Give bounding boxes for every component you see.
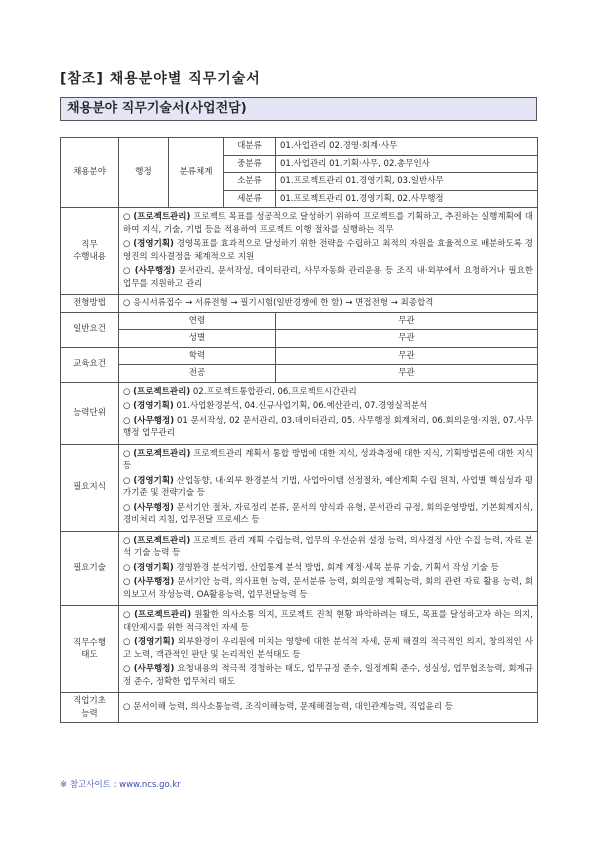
education-label: 교육요건 (61, 347, 119, 382)
list-item: ○ (프로젝트관리) 02.프로젝트통합관리, 06.프로젝트시간관리 (123, 386, 357, 397)
education-value: 무관 (276, 347, 538, 365)
reference-site: ※ 참고사이트 : www.ncs.go.kr (60, 780, 181, 790)
process-content: ○ 응시서류접수 → 서류전형 → 필기시험(일반경쟁에 한 함) → 면접전형 → 최종합격 (119, 295, 538, 313)
field-value: 행정 (119, 138, 169, 208)
list-item: ○ (경영기획) 01.사업환경분석, 04.신규사업기획, 06.예산관리, 07.경영실적분석 (123, 401, 428, 411)
page-heading: [참조] 채용분야별 직무기술서 (60, 71, 261, 87)
class-level-value: 01.프로젝트관리 01.경영기획, 02.사무행정 (276, 190, 538, 208)
list-item: ○ (프로젝트관리) 프로젝트관리 계획서 통합 방법에 대한 지식, 성과측정에 대한 지식, 기획방법론에 대한 지식 등 (123, 448, 533, 471)
basic-label: 직업기초 능력 (61, 693, 119, 723)
list-item: ○ (경영기획) 외부환경이 우리원에 미치는 영향에 대한 분석적 자세, 문제 해결의 적극적인 의지, 창의적인 사고 노력, 객관적인 판단 및 논리적인 분석태도 등 (123, 637, 533, 660)
attitude-content (119, 606, 538, 693)
table-row (61, 444, 538, 531)
table-row (61, 606, 538, 693)
list-item: ○ (프로젝트관리) 프로젝트 관리 계획 수립능력, 업무의 우선순위 설정 능력, 의사결정 사안 수집 능력, 자료 분석 기술 능력 등 (123, 535, 533, 558)
list-item: ○ (사무행정) 문서기안 능력, 의사표현 능력, 문서분류 능력, 회의운영 계획능력, 회의 관련 자료 활용 능력, 회의보고서 작성능력, OA활용능력, 업무전달능력 등 (123, 577, 533, 600)
class-level-label: 대분류 (224, 138, 276, 156)
units-content (119, 382, 538, 444)
table-row (61, 312, 538, 330)
list-item: ○ (경영기획) 경영환경 분석기법, 산업통계 분석 방법, 회계 계정·세목 분류 기술, 기획서 작성 기술 등 (123, 562, 499, 573)
education-value: 무관 (276, 365, 538, 383)
table-row (61, 382, 538, 444)
list-item: ○ (경영기획) 산업동향, 내·외부 환경분석 기법, 사업아이템 선정절차, 예산계획 수립 원칙, 사업별 핵심성과 평가기준 및 전략기술 등 (123, 475, 533, 498)
skills-content (119, 531, 538, 606)
general-value: 무관 (276, 330, 538, 348)
field-label: 채용분야 (61, 138, 119, 208)
list-item: ○ (사무행정) 문서관리, 문서작성, 데이터관리, 사무자동화 관리운용 등 조직 내·외부에서 요청하거나 필요한 업무를 지원하고 관리 (123, 266, 533, 289)
general-label: 일반요건 (61, 312, 119, 347)
list-item: ○ (경영기획) 경영목표를 효과적으로 달성하기 위한 전략을 수립하고 최적의 자원을 효율적으로 배분하도록 경영진의 의사결정을 체계적으로 지원 (123, 239, 533, 262)
table-row (61, 693, 538, 723)
list-item: ○ (사무행정) 요청내용의 적극적 경청하는 태도, 업무규정 준수, 일정계획 준수, 성실성, 업무협조능력, 회계규정 준수, 정확한 업무처리 태도 (123, 664, 533, 687)
class-level-value: 01.프로젝트관리 01.경영기획, 03.일반사무 (276, 173, 538, 191)
class-level-value: 01.사업관리 01.기획·사무, 02.총무인사 (276, 155, 538, 173)
list-item: ○ (프로젝트관리) 원활한 의사소통 의지, 프로젝트 진척 현황 파악하려는 태도, 목표를 달성하고자 하는 의지, 대안제시를 위한 적극적인 자세 등 (123, 610, 533, 633)
table-row (61, 295, 538, 313)
skills-label: 필요기술 (61, 531, 119, 606)
duties-label: 직무 수행내용 (61, 208, 119, 295)
table-row (61, 347, 538, 365)
knowledge-label: 필요지식 (61, 444, 119, 531)
education-key: 전공 (119, 365, 276, 383)
table-row (61, 365, 538, 383)
job-description-table (60, 137, 538, 723)
table-row (61, 208, 538, 295)
list-item: ○ (프로젝트관리) 프로젝트 목표를 성공적으로 달성하기 위하여 프로젝트를 기획하고, 추진하는 실행계획에 대하여 지식, 기술, 기법 등을 적용하여 프로젝트 이행 절차를 실행하는 직무 (123, 212, 534, 235)
class-level-label: 소분류 (224, 173, 276, 191)
general-key: 연령 (119, 312, 276, 330)
table-row (61, 330, 538, 348)
table-row (61, 138, 538, 156)
system-label: 분류체계 (169, 138, 224, 208)
general-value: 무관 (276, 312, 538, 330)
section-banner: 채용분야 직무기술서(사업전담) (60, 97, 537, 121)
attitude-label: 직무수행 태도 (61, 606, 119, 693)
class-level-label: 세분류 (224, 190, 276, 208)
list-item: ○ (사무행정) 문서기안 절차, 자료정리 분류, 문서의 양식과 유형, 문서관리 규정, 회의운영방법, 기본회계지식, 경비처리 지침, 업무전달 프로세스 등 (123, 502, 533, 525)
process-label: 전형방법 (61, 295, 119, 313)
duties-content (119, 208, 538, 295)
knowledge-content (119, 444, 538, 531)
basic-content: ○ 문서이해 능력, 의사소통능력, 조직이해능력, 문제해결능력, 대인관계능력, 직업윤리 등 (119, 693, 538, 723)
education-key: 학력 (119, 347, 276, 365)
units-label: 능력단위 (61, 382, 119, 444)
class-level-label: 중분류 (224, 155, 276, 173)
table-row (61, 531, 538, 606)
list-item: ○ (사무행정) 01 문서작성, 02 문서관리, 03.데이터관리, 05. 사무행정 회계처리, 06.회의운영·지원, 07.사무행정 업무관리 (123, 415, 533, 438)
class-level-value: 01.사업관리 02.경영·회계·사무 (276, 138, 538, 156)
general-key: 성별 (119, 330, 276, 348)
